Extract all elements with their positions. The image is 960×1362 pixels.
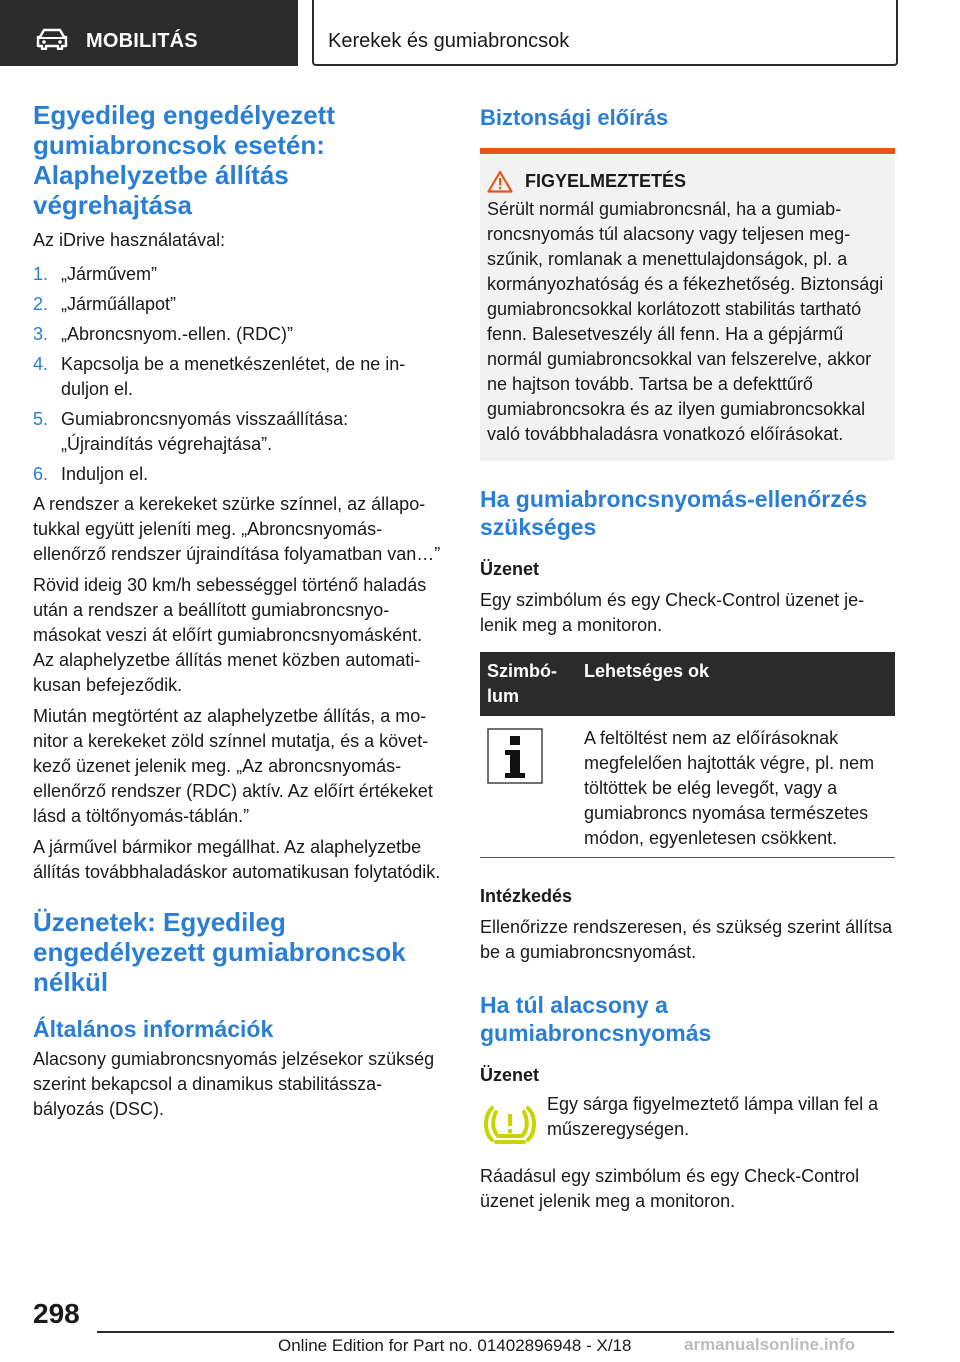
paragraph: Rövid ideig 30 km/h sebességgel történő haladás után a rendszer a beállított gumiabroncsnyomásokat veszi át előírt gumiabroncsnyomásként. Az alaphelyzetbe állítás menet közben automatikusan befejeződik. [33,575,427,695]
list-item [33,462,443,487]
watermark: armanualsonline.info [684,1335,855,1354]
paragraph: Alacsony gumiabroncsnyomás jelzésekor szükség szerint bekapcsol a dinamikus stabilitásszabályozás (DSC). [33,1049,435,1119]
edition-text: Online Edition for Part no. 01402896948 - X/18 [278,1336,632,1355]
step-text: Kapcsolja be a menetkészenlétet, de ne induljon el. [61,354,406,399]
intro-text: Az iDrive használatával: [33,230,226,250]
table-cell-symbol [480,716,577,858]
step-number: 1. [33,264,49,284]
step-text: „Járműállapot” [61,294,177,314]
table-row [480,716,895,858]
label-message: Üzenet [480,559,540,579]
heading-reset: Egyedileg engedélyezett gumiabroncsok esetén: Alaphelyzetbe állítás végrehajtása [33,100,335,220]
label-message: Üzenet [480,1065,540,1085]
chapter-title: Kerekek és gumiabroncsok [328,30,570,52]
step-text: Gumiabroncsnyomás visszaállítása: „Újraindítás végrehajtása”. [61,409,349,454]
paragraph: A járművel bármikor megállhat. Az alaphelyzetbe állítás továbbhaladáskor automatikusan folytatódik. [33,837,441,882]
table-header-row [480,652,895,716]
paragraph: Egy szimbólum és egy Check-Control üzenet jelenik meg a monitoron. [480,590,865,635]
tpms-warning-lamp-icon [482,1102,538,1148]
step-number: 2. [33,294,49,314]
section-title: MOBILITÁS [86,30,198,52]
section-tab [0,0,298,66]
list-item [33,322,443,347]
symbol-table [480,652,895,858]
step-text: „Járművem” [61,264,158,284]
paragraph: Ellenőrizze rendszeresen, és szükség szerint állítsa be a gumiabroncsnyomást. [480,917,893,962]
heading-check-needed: Ha gumiabroncsnyomás-ellenőrzés szükséges [480,486,868,540]
warning-title: FIGYELMEZTETÉS [525,171,687,191]
left-column [33,100,443,1122]
list-item [33,352,443,402]
chapter-tab [312,0,898,66]
right-column [480,100,895,1214]
step-number: 3. [33,324,49,344]
info-icon [487,728,543,784]
step-text: Induljon el. [61,464,149,484]
step-number: 4. [33,354,49,374]
label-action: Intézkedés [480,886,573,906]
page-number: 298 [33,1298,80,1329]
list-item [33,407,443,457]
heading-general-info: Általános információk [33,1016,274,1042]
step-number: 6. [33,464,49,484]
table-header-symbol: Szimbólum [480,652,577,716]
footer-divider [97,1331,894,1333]
heading-pressure-low: Ha túl alacsony a gumiabroncsnyomás [480,992,712,1046]
heading-safety: Biztonsági előírás [480,105,669,130]
steps-list [33,262,443,487]
car-icon [36,28,68,50]
warning-header [487,170,887,193]
heading-messages: Üzenetek: Egyedileg engedélyezett gumiabroncsok nélkül [33,907,406,997]
list-item [33,262,443,287]
paragraph: A rendszer a kerekeket szürke színnel, az állapotukkal együtt jeleníti meg. „Abroncsnyomás-ellenőrző rendszer újraindítása folyamatban van…” [33,494,441,564]
step-text: „Abroncsnyom.-ellen. (RDC)” [61,324,294,344]
paragraph: Egy sárga figyelmeztető lámpa villan fel a műszeregységen. [547,1094,879,1139]
warning-text: Sérült normál gumiabroncsnál, ha a gumiabroncsnyomás túl alacsony vagy teljesen megszűnik, romlanak a menettulajdonságok, pl. a kormányozhatóság és a fékezhetőség. Biztonsági gumiabroncsokkal korlátozott stabilitás tartható fenn. Balesetveszély áll fenn. Ha a gépjármű normál gumiabroncsokkal van felszerelve, akkor ne hajtson tovább. Tartsa be a defekttűrő gumiabroncsokra és az ilyen gumiabroncsokkal való továbbhaladásra vonatkozó előírásokat. [487,199,884,444]
warning-triangle-icon [487,170,513,193]
table-cell-cause: A feltöltést nem az előírásoknak megfelelően hajtották végre, pl. nem töltöttek be elég levegőt, vagy a gumiabroncs nyomása természetes módon, egyenletesen csökkent. [577,716,895,858]
paragraph: Ráadásul egy szimbólum és egy Check-Control üzenet jelenik meg a monitoron. [480,1166,860,1211]
step-number: 5. [33,409,49,429]
warning-box [480,148,895,461]
list-item [33,292,443,317]
page-header [0,0,960,66]
table-header-cause: Lehetséges ok [577,652,895,716]
message-with-lamp [480,1092,895,1152]
paragraph: Miután megtörtént az alaphelyzetbe állítás, a monitor a kerekeket zöld színnel mutatja, és a következő üzenet jelenik meg. „Az abroncsnyomás-ellenőrző rendszer (RDC) aktív. Az előírt értékeket lásd a töltőnyomás-táblán.” [33,706,433,826]
